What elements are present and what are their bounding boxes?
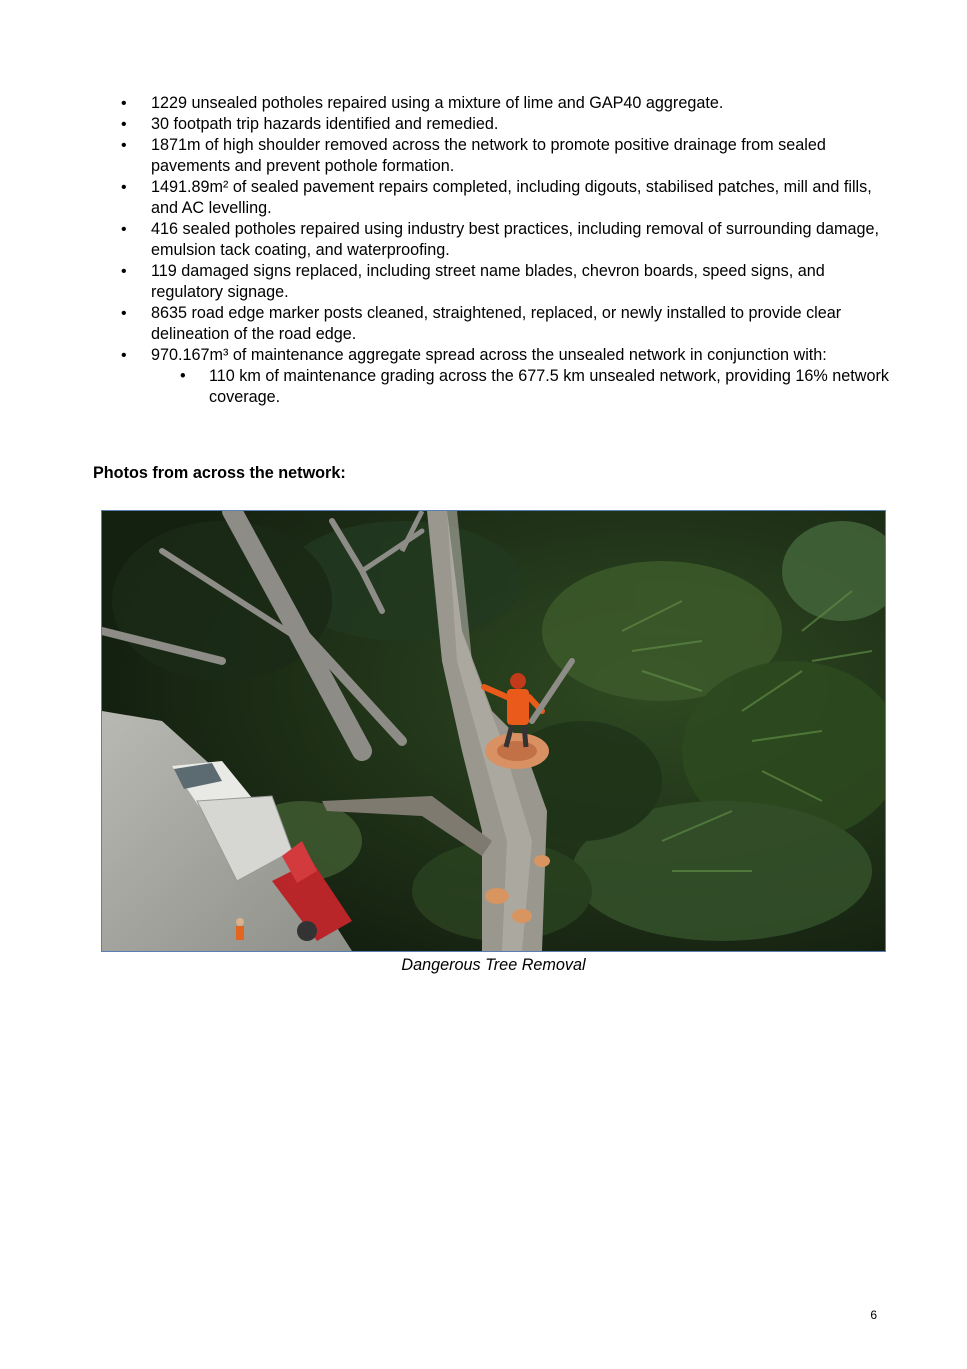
page-number: 6	[870, 1308, 877, 1322]
bullet-item-damaged-signs: • 119 damaged signs replaced, including street name blades, chevron boards, speed signs, and regulatory signage.	[0, 261, 967, 303]
bullet-item-trip-hazards: • 30 footpath trip hazards identified and remedied.	[0, 114, 967, 135]
bullet-item-edge-marker-posts: • 8635 road edge marker posts cleaned, straightened, replaced, or newly installed to provide clear delineation of the road edge.	[0, 303, 967, 345]
section-heading: Photos from across the network:	[93, 464, 346, 482]
photo-caption: Dangerous Tree Removal	[401, 956, 586, 974]
sub-bullet-item-grading: • 110 km of maintenance grading across the 677.5 km unsealed network, providing 16% network coverage.	[151, 366, 897, 408]
tree-removal-photo	[101, 510, 886, 952]
maintenance-bullet-list	[0, 93, 967, 408]
bullet-item-high-shoulder: • 1871m of high shoulder removed across the network to promote positive drainage from sealed pavements and prevent pothole formation.	[0, 135, 967, 177]
bullet-item-unsealed-potholes: • 1229 unsealed potholes repaired using a mixture of lime and GAP40 aggregate.	[0, 93, 967, 114]
bullet-item-maintenance-aggregate: • 970.167m³ of maintenance aggregate spread across the unsealed network in conjunction with: • 110 km of maintenance grading across the 677.5 km unsealed network, providing 16% network coverage.	[0, 345, 967, 408]
bullet-item-sealed-potholes: • 416 sealed potholes repaired using industry best practices, including removal of surrounding damage, emulsion tack coating, and waterproofing.	[0, 219, 967, 261]
bullet-item-pavement-repairs: • 1491.89m² of sealed pavement repairs completed, including digouts, stabilised patches, mill and fills, and AC levelling.	[0, 177, 967, 219]
sub-bullet-list	[151, 366, 897, 408]
